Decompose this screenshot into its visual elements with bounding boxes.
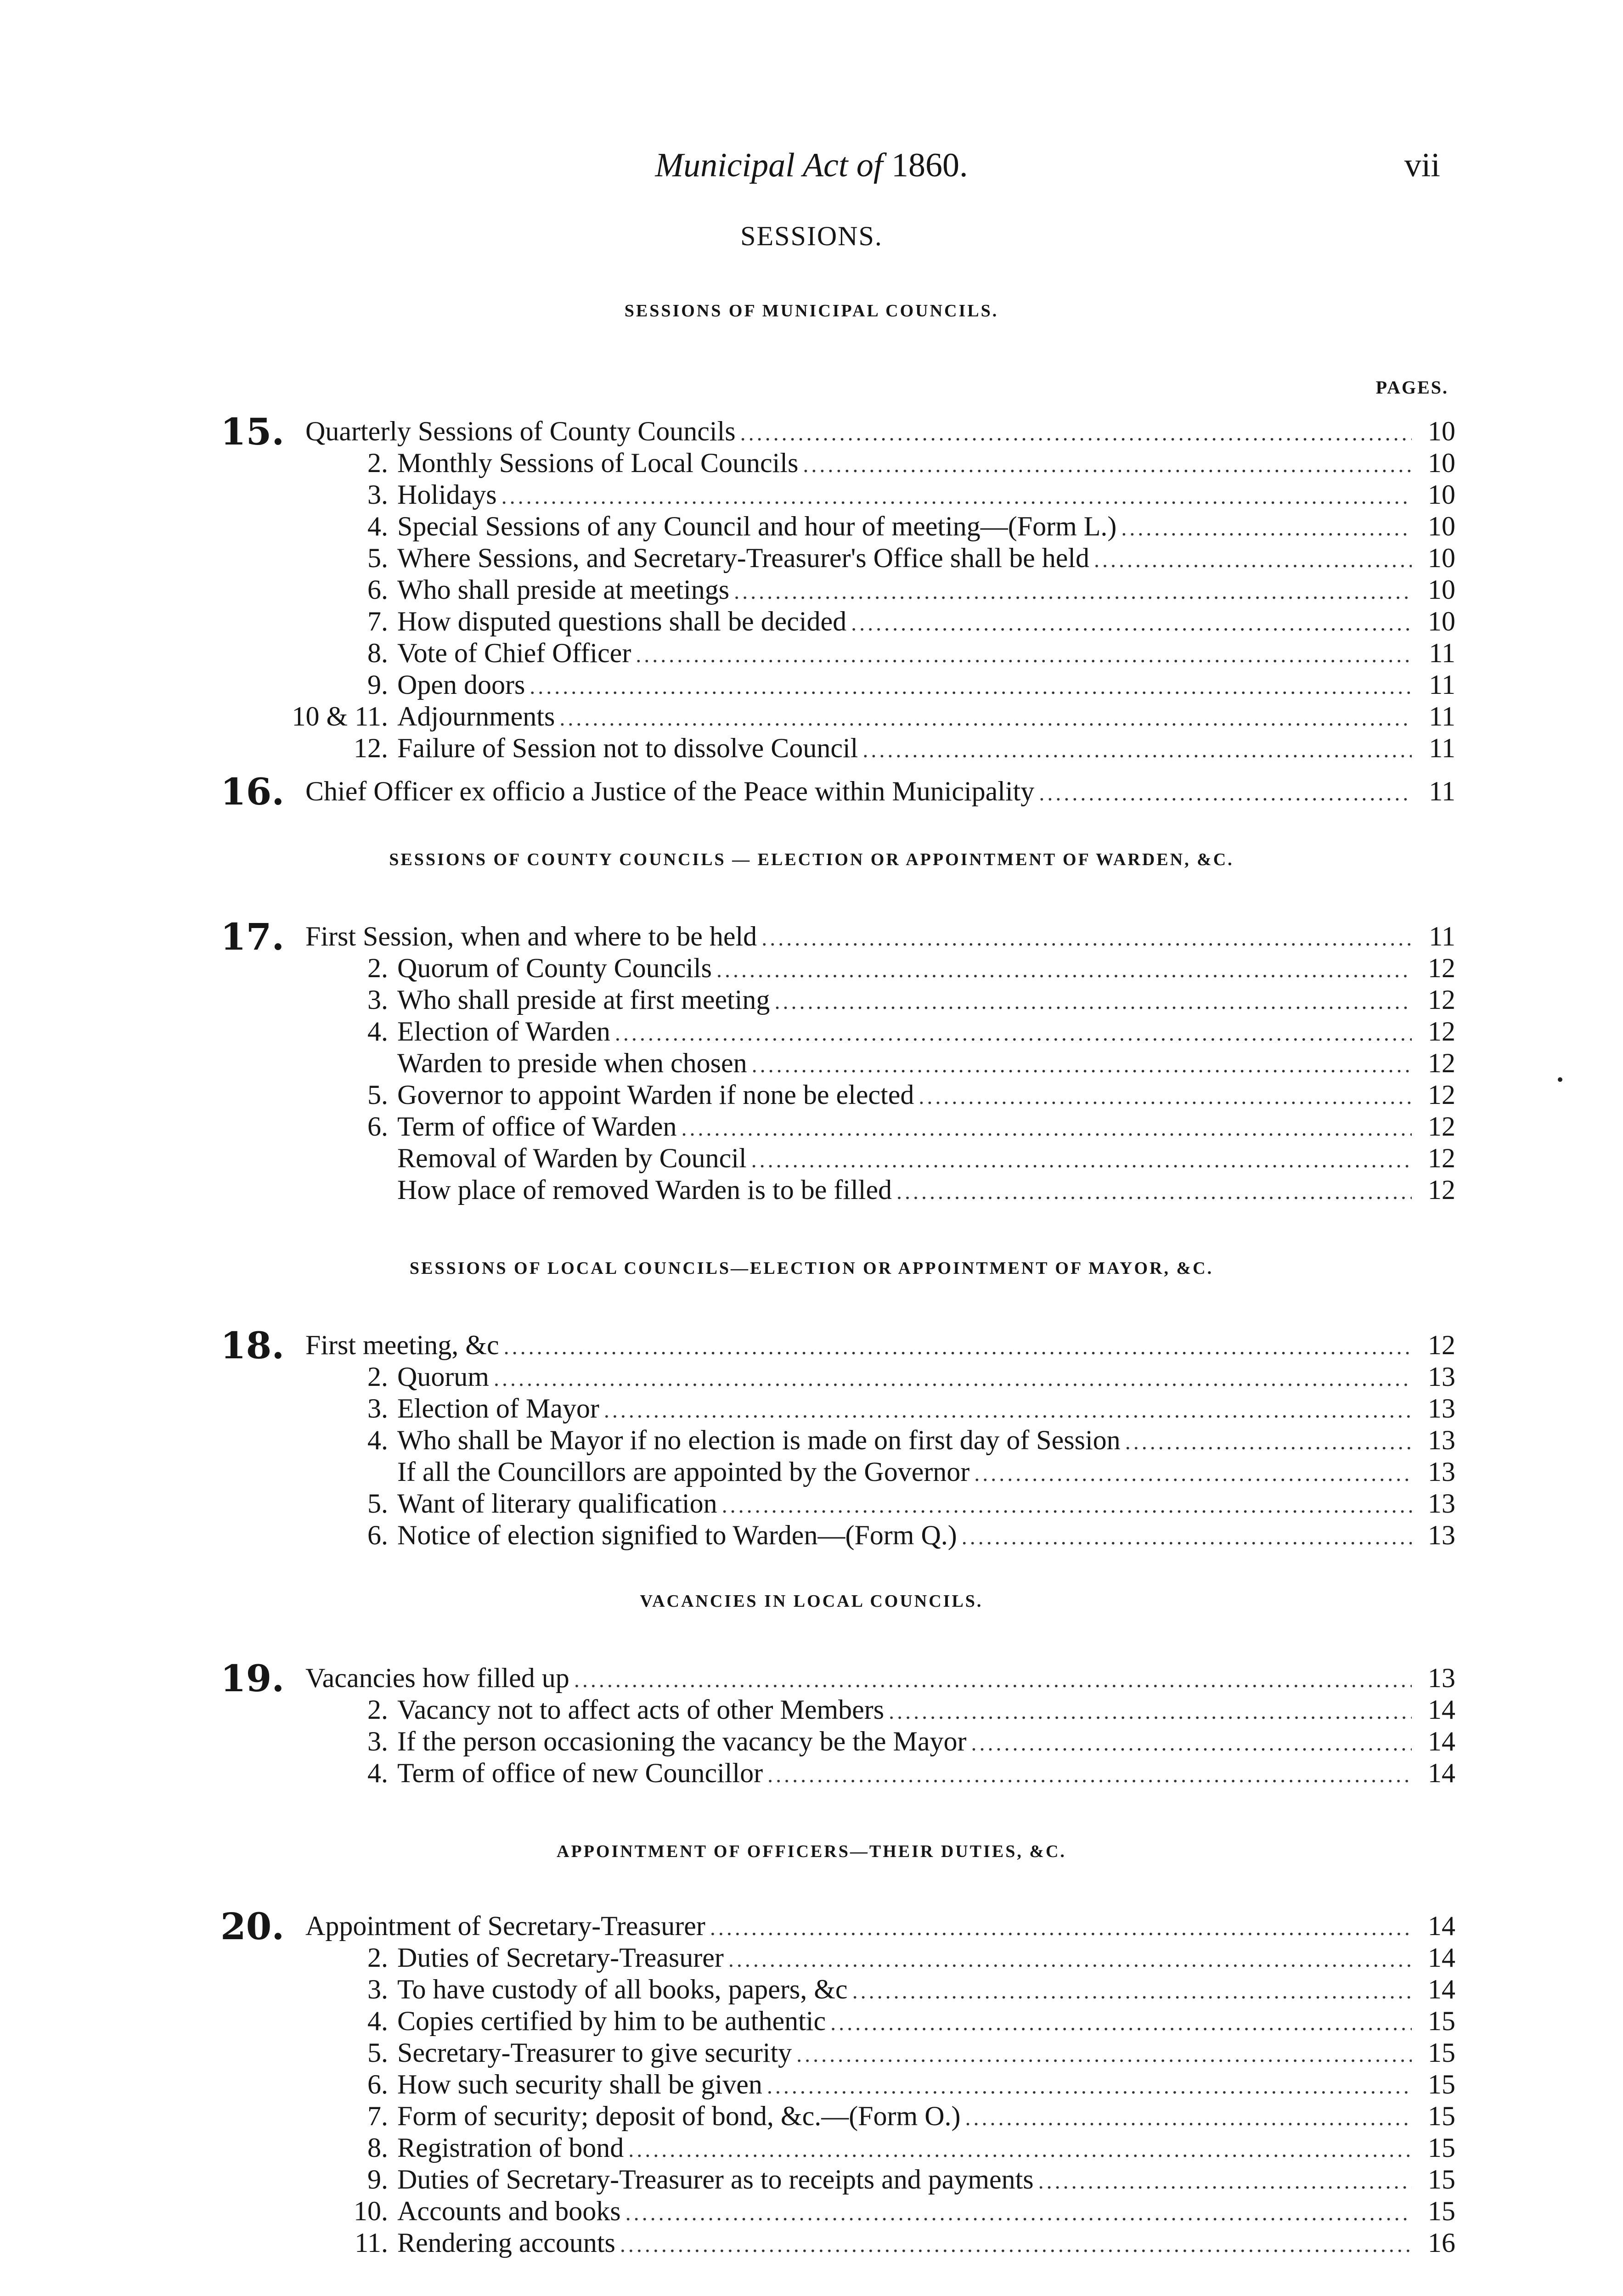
toc-entry: [0, 542, 1623, 574]
toc-entry: [0, 952, 1623, 985]
entry-line: [397, 2005, 1412, 2037]
entry-line: [397, 1488, 1412, 1519]
page-number: vii: [1404, 146, 1440, 184]
toc-entry: [0, 669, 1623, 701]
dot-leader: [628, 2137, 1412, 2162]
item-number: 2.: [367, 448, 388, 478]
item-number: 8.: [367, 638, 388, 668]
entry-text: Monthly Sessions of Local Councils: [397, 448, 799, 478]
entry-text: How place of removed Warden is to be filled: [397, 1175, 892, 1205]
page-reference: 13: [1428, 1425, 1455, 1455]
entry-line: [397, 1111, 1412, 1142]
page-reference: 13: [1428, 1457, 1455, 1487]
page-reference: 10: [1428, 416, 1455, 446]
item-number: 2.: [367, 1694, 388, 1725]
entry-line: [397, 1519, 1412, 1551]
entry-text: Vote of Chief Officer: [397, 638, 631, 668]
item-number: 6.: [367, 1111, 388, 1142]
entry-text: Holidays: [397, 479, 497, 510]
entry-line: [397, 511, 1412, 542]
dot-leader: [852, 1979, 1412, 2004]
entry-text: Copies certified by him to be authentic: [397, 2006, 826, 2036]
page-reference: 10: [1428, 574, 1455, 605]
entry-line: [397, 2195, 1412, 2227]
page-reference: 14: [1428, 1694, 1455, 1725]
entry-line: [397, 952, 1412, 984]
entry-text: If the person occasioning the vacancy be the Mayor: [397, 1726, 967, 1756]
entry-text: Who shall preside at meetings: [397, 574, 730, 605]
entry-line: [397, 1393, 1412, 1424]
entry-line: [397, 447, 1412, 479]
page-reference: 13: [1428, 1663, 1455, 1693]
item-number: 4.: [367, 2006, 388, 2036]
dot-leader: [636, 642, 1412, 668]
page-reference: 12: [1428, 1080, 1455, 1110]
page-reference: 12: [1428, 1111, 1455, 1142]
entry-line: [397, 1424, 1412, 1456]
page-reference: 14: [1428, 1726, 1455, 1756]
page-reference: 15: [1428, 2037, 1455, 2068]
page-reference: 15: [1428, 2133, 1455, 2163]
entry-text: Term of office of new Councillor: [397, 1758, 763, 1788]
dot-leader: [615, 1021, 1412, 1046]
toc-entry: [0, 1324, 1623, 1367]
entry-text: Open doors: [397, 670, 525, 700]
ink-speck: [1558, 1077, 1562, 1082]
item-number: 7.: [367, 606, 388, 636]
pages-column-label: PAGES.: [1375, 377, 1448, 398]
item-number: 6.: [367, 2069, 388, 2099]
item-number: 4.: [367, 1016, 388, 1047]
entry-text: Duties of Secretary-Treasurer as to receipts and payments: [397, 2164, 1034, 2195]
item-number: 2.: [367, 953, 388, 983]
section-heading: SESSIONS OF COUNTY COUNCILS — ELECTION OR APPOINTMENT OF WARDEN, &C.: [389, 850, 1234, 869]
item-number: 5.: [367, 543, 388, 573]
item-number: 3.: [367, 1974, 388, 2004]
dot-leader: [752, 1052, 1412, 1078]
page-reference: 12: [1428, 1016, 1455, 1047]
entry-line: [397, 669, 1412, 701]
dot-leader: [620, 2232, 1412, 2257]
entry-line: [397, 637, 1412, 669]
dot-leader: [604, 1398, 1412, 1423]
section-heading: APPOINTMENT OF OFFICERS—THEIR DUTIES, &C.: [557, 1842, 1066, 1861]
item-number: 4.: [367, 1758, 388, 1788]
entry-line: [397, 1142, 1412, 1174]
entry-line: [397, 2069, 1412, 2100]
section-number: 16.: [220, 770, 285, 813]
item-number: 7.: [367, 2101, 388, 2131]
page-reference: 14: [1428, 1974, 1455, 2004]
item-number: 12.: [354, 733, 388, 763]
toc-entry: [0, 606, 1623, 638]
dot-leader: [767, 1762, 1412, 1788]
page-reference: 11: [1429, 670, 1455, 700]
dot-leader: [919, 1084, 1412, 1109]
dot-leader: [504, 1334, 1412, 1360]
entry-line: [397, 542, 1412, 574]
entry-text: Election of Mayor: [397, 1393, 599, 1424]
dot-leader: [716, 957, 1412, 983]
page-reference: 14: [1428, 1758, 1455, 1788]
page-reference: 13: [1428, 1520, 1455, 1550]
running-title-italic: Municipal Act of: [655, 146, 883, 184]
dot-leader: [1039, 781, 1412, 806]
toc-entry: [0, 1694, 1623, 1726]
entry-line: [397, 606, 1412, 637]
entry-text: Quarterly Sessions of County Councils: [305, 416, 736, 446]
dot-leader: [1038, 2169, 1412, 2194]
toc-entry: [0, 2037, 1623, 2069]
page-reference: 10: [1428, 606, 1455, 636]
toc-entry: [0, 2069, 1623, 2101]
dot-leader: [851, 611, 1412, 636]
entry-text: Form of security; deposit of bond, &c.—(Form O.): [397, 2101, 961, 2131]
entry-line: [397, 2227, 1412, 2259]
item-number: 10 & 11.: [292, 701, 388, 732]
page-reference: 11: [1429, 921, 1455, 951]
toc-entry: [0, 732, 1623, 765]
section-number: 15.: [220, 410, 285, 453]
entry-text: Removal of Warden by Council: [397, 1143, 747, 1173]
page-reference: 13: [1428, 1488, 1455, 1519]
item-number: 3.: [367, 1393, 388, 1424]
page-reference: 15: [1428, 2006, 1455, 2036]
toc-entry: [0, 2100, 1623, 2133]
entry-text: Appointment of Secretary-Treasurer: [305, 1911, 705, 1941]
toc-entry: [0, 2195, 1623, 2228]
dot-leader: [751, 1148, 1412, 1173]
entry-line: [397, 1942, 1412, 1974]
page-reference: 14: [1428, 1942, 1455, 1973]
dot-leader: [728, 1947, 1412, 1972]
entry-line: [397, 1047, 1412, 1079]
entry-text: Chief Officer ex officio a Justice of the Peace within Municipality: [305, 776, 1035, 806]
entry-text: How disputed questions shall be decided: [397, 606, 847, 636]
section-number: 18.: [220, 1324, 285, 1367]
item-number: 6.: [367, 574, 388, 605]
page-reference: 10: [1428, 511, 1455, 541]
entry-line: [305, 1662, 1412, 1694]
toc-entry: [0, 1142, 1623, 1175]
section-heading: SESSIONS OF MUNICIPAL COUNCILS.: [624, 301, 999, 321]
toc-entry: [0, 1942, 1623, 1974]
page-reference: 11: [1429, 638, 1455, 668]
toc-entry: [0, 1657, 1623, 1700]
toc-entry: [0, 1361, 1623, 1393]
item-number: 9.: [367, 2164, 388, 2195]
page-reference: 16: [1428, 2228, 1455, 2258]
page-reference: 10: [1428, 479, 1455, 510]
toc-entry: [0, 1757, 1623, 1790]
toc-entry: [0, 1974, 1623, 2006]
toc-entry: [0, 2005, 1623, 2037]
dot-leader: [862, 737, 1412, 763]
toc-entry: [0, 701, 1623, 733]
item-number: 5.: [367, 2037, 388, 2068]
section-heading: SESSIONS OF LOCAL COUNCILS—ELECTION OR APPOINTMENT OF MAYOR, &C.: [409, 1259, 1214, 1278]
entry-line: [397, 574, 1412, 606]
page-reference: 12: [1428, 1048, 1455, 1078]
dot-leader: [896, 1179, 1412, 1204]
page-reference: 13: [1428, 1362, 1455, 1392]
toc-entry: [0, 2132, 1623, 2164]
entry-line: [397, 2132, 1412, 2164]
entry-line: [305, 1910, 1412, 1942]
entry-text: First meeting, &c: [305, 1330, 499, 1360]
entry-text: Notice of election signified to Warden—(Form Q.): [397, 1520, 957, 1550]
page-reference: 12: [1428, 1143, 1455, 1173]
item-number: 10.: [354, 2196, 388, 2226]
toc-entry: [0, 2227, 1623, 2259]
dot-leader: [767, 2074, 1412, 2099]
entry-text: First Session, when and where to be held: [305, 921, 757, 951]
entry-text: Quorum: [397, 1362, 489, 1392]
page-reference: 15: [1428, 2069, 1455, 2099]
page-reference: 15: [1428, 2101, 1455, 2131]
dot-leader: [740, 421, 1412, 446]
page-reference: 10: [1428, 448, 1455, 478]
item-number: 3.: [367, 1726, 388, 1756]
dot-leader: [1121, 516, 1412, 541]
entry-text: Want of literary qualification: [397, 1488, 717, 1519]
running-title: [0, 146, 1623, 185]
dot-leader: [761, 926, 1412, 951]
toc-entry: [0, 1519, 1623, 1552]
dot-leader: [574, 1667, 1412, 1693]
toc-entry: [0, 1174, 1623, 1206]
entry-text: Vacancy not to affect acts of other Members: [397, 1694, 885, 1725]
toc-entry: [0, 1111, 1623, 1143]
toc-entry: [0, 1456, 1623, 1488]
page-reference: 15: [1428, 2196, 1455, 2226]
dot-leader: [971, 1731, 1412, 1756]
entry-text: Governor to appoint Warden if none be elected: [397, 1080, 914, 1110]
page-reference: 12: [1428, 953, 1455, 983]
toc-entry: [0, 984, 1623, 1016]
item-number: 4.: [367, 1425, 388, 1455]
dot-leader: [962, 1525, 1412, 1550]
item-number: 6.: [367, 1520, 388, 1550]
dot-leader: [494, 1366, 1412, 1391]
item-number: 2.: [367, 1362, 388, 1392]
entry-line: [397, 1694, 1412, 1726]
entry-line: [397, 1757, 1412, 1789]
entry-line: [397, 2037, 1412, 2069]
dot-leader: [803, 452, 1412, 478]
toc-entry: [0, 1393, 1623, 1425]
entry-line: [397, 1456, 1412, 1488]
toc-entry: [0, 1488, 1623, 1520]
entry-line: [397, 2100, 1412, 2132]
item-number: 3.: [367, 985, 388, 1015]
dot-leader: [722, 1493, 1412, 1518]
item-number: 4.: [367, 511, 388, 541]
entry-text: Term of office of Warden: [397, 1111, 677, 1142]
entry-line: [397, 984, 1412, 1016]
dot-leader: [796, 2042, 1412, 2067]
toc-entry: [0, 1726, 1623, 1758]
dot-leader: [1125, 1429, 1412, 1455]
entry-text: Accounts and books: [397, 2196, 621, 2226]
dot-leader: [974, 1461, 1412, 1486]
item-number: 9.: [367, 670, 388, 700]
toc-entry: [0, 2164, 1623, 2196]
entry-line: [397, 1726, 1412, 1757]
toc-entry: [0, 1047, 1623, 1080]
dot-leader: [530, 674, 1412, 699]
item-number: 11.: [355, 2228, 388, 2258]
running-title-year: 1860.: [891, 146, 968, 184]
entry-text: Failure of Session not to dissolve Council: [397, 733, 858, 763]
dot-leader: [559, 706, 1412, 731]
entry-text: If all the Councillors are appointed by the Governor: [397, 1457, 970, 1487]
toc-entry: [0, 1424, 1623, 1457]
item-number: 8.: [367, 2133, 388, 2163]
dot-leader: [626, 2200, 1412, 2226]
entry-text: Adjournments: [397, 701, 555, 732]
dot-leader: [1094, 547, 1412, 573]
toc-entry: [0, 1016, 1623, 1048]
page-reference: 10: [1428, 543, 1455, 573]
dot-leader: [965, 2105, 1412, 2131]
entry-line: [397, 1174, 1412, 1206]
page-reference: 15: [1428, 2164, 1455, 2195]
entry-line: [397, 1974, 1412, 2005]
main-heading: SESSIONS.: [740, 221, 883, 251]
entry-line: [397, 1361, 1412, 1393]
page-reference: 12: [1428, 985, 1455, 1015]
entry-text: Vacancies how filled up: [305, 1663, 569, 1693]
entry-text: Who shall preside at first meeting: [397, 985, 770, 1015]
dot-leader: [889, 1699, 1412, 1724]
toc-entry: [0, 447, 1623, 479]
entry-line: [397, 1079, 1412, 1111]
entry-text: Duties of Secretary-Treasurer: [397, 1942, 724, 1973]
section-heading: VACANCIES IN LOCAL COUNCILS.: [640, 1592, 983, 1611]
page-reference: 11: [1429, 733, 1455, 763]
entry-line: [397, 2164, 1412, 2195]
page-reference: 11: [1429, 776, 1455, 806]
entry-text: Where Sessions, and Secretary-Treasurer's Office shall be held: [397, 543, 1090, 573]
entry-line: [305, 921, 1412, 952]
toc-entry: [0, 915, 1623, 958]
item-number: 5.: [367, 1080, 388, 1110]
page-reference: 13: [1428, 1393, 1455, 1424]
entry-text: Quorum of County Councils: [397, 953, 712, 983]
page-reference: 12: [1428, 1175, 1455, 1205]
toc-entry: [0, 1079, 1623, 1111]
page-reference: 14: [1428, 1911, 1455, 1941]
toc-entry: [0, 637, 1623, 670]
item-number: 5.: [367, 1488, 388, 1519]
item-number: 3.: [367, 479, 388, 510]
entry-text: How such security shall be given: [397, 2069, 762, 2099]
section-number: 19.: [220, 1657, 285, 1700]
toc-entry: [0, 479, 1623, 511]
dot-leader: [774, 989, 1412, 1014]
dot-leader: [710, 1915, 1412, 1941]
entry-line: [397, 701, 1412, 732]
toc-entry: [0, 511, 1623, 543]
entry-text: Special Sessions of any Council and hour of meeting—(Form L.): [397, 511, 1117, 541]
entry-line: [397, 479, 1412, 511]
entry-line: [305, 1329, 1412, 1361]
toc-entry: [0, 770, 1623, 813]
page-reference: 12: [1428, 1330, 1455, 1360]
dot-leader: [502, 484, 1412, 509]
entry-text: Rendering accounts: [397, 2228, 615, 2258]
toc-entry: [0, 410, 1623, 453]
entry-text: To have custody of all books, papers, &c: [397, 1974, 848, 2004]
section-number: 17.: [220, 915, 285, 958]
entry-text: Secretary-Treasurer to give security: [397, 2037, 792, 2068]
entry-line: [305, 776, 1412, 807]
dot-leader: [734, 579, 1412, 604]
dot-leader: [830, 2010, 1412, 2036]
page-reference: 11: [1429, 701, 1455, 732]
entry-text: Registration of bond: [397, 2133, 624, 2163]
entry-line: [397, 732, 1412, 764]
entry-text: Election of Warden: [397, 1016, 610, 1047]
entry-line: [305, 416, 1412, 447]
entry-line: [397, 1016, 1412, 1047]
item-number: 2.: [367, 1942, 388, 1973]
section-number: 20.: [220, 1905, 285, 1948]
dot-leader: [682, 1116, 1412, 1141]
toc-entry: [0, 574, 1623, 606]
toc-entry: [0, 1905, 1623, 1948]
entry-text: Warden to preside when chosen: [397, 1048, 747, 1078]
entry-text: Who shall be Mayor if no election is made on first day of Session: [397, 1425, 1121, 1455]
